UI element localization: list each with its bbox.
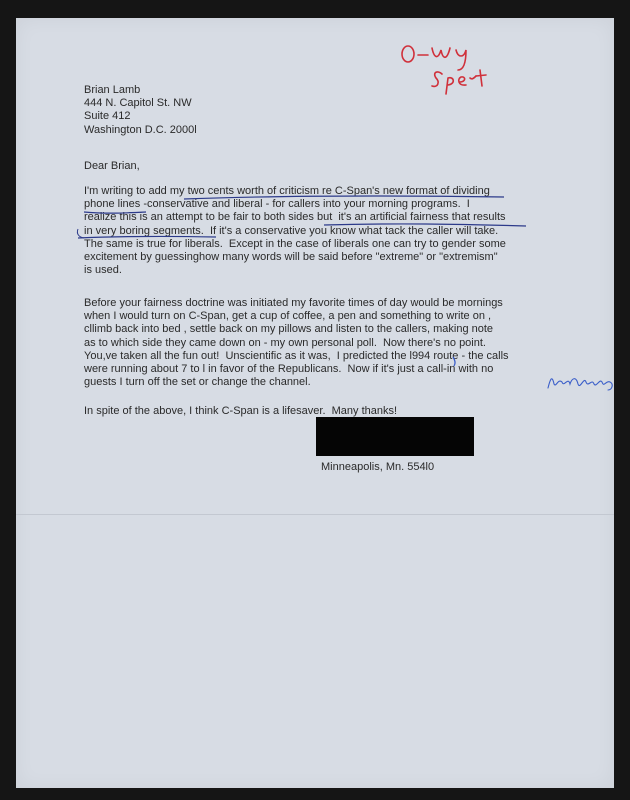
recipient-city: Washington D.C. 2000l — [84, 123, 197, 136]
signature-city: Minneapolis, Mn. 554l0 — [321, 461, 435, 473]
blue-handwritten-note — [544, 370, 618, 392]
p2-line-6: were running about 7 to l in favor of the Republicans. Now if it's just a call-in with no — [84, 363, 494, 376]
p2-line-2: when I would turn on C-Span, get a cup of coffee, a pen and something to write on , — [84, 310, 492, 323]
p1-line-1: I'm writing to add my two cents worth of criticism re C-Span's new format of dividing — [84, 185, 490, 197]
p2-line-3: cllimb back into bed , settle back on my pillows and listen to the callers, making note — [84, 323, 494, 336]
p2-line-4: as to which side they came down on - my own personal poll. Now there's no point. — [84, 336, 486, 349]
paragraph-1 — [84, 185, 506, 277]
recipient-suite: Suite 412 — [84, 110, 131, 123]
recipient-address — [84, 84, 197, 137]
paragraph-2 — [84, 297, 509, 389]
p1-line-4: in very boring segments. If it's a conservative you know what tack the caller will take. — [84, 224, 499, 237]
paper-fold-line — [16, 514, 614, 515]
recipient-street: 444 N. Capitol St. NW — [84, 97, 192, 110]
p2-line-1: Before your fairness doctrine was initiated my favorite times of day would be mornings — [84, 297, 503, 309]
p1-line-5: The same is true for liberals. Except in the case of liberals one can try to gender some — [84, 237, 506, 250]
p2-line-5: You,ve taken all the fun out! Unscientific as it was, I predicted the l994 route - the calls — [84, 349, 509, 362]
red-handwritten-note — [394, 40, 504, 100]
p3-line-1: In spite of the above, I think C-Span is a lifesaver. Many thanks! — [84, 405, 398, 417]
letter-page — [16, 18, 614, 788]
p1-line-6: excitement by guessinghow many words will be said before "extreme" or "extremism" — [84, 251, 498, 264]
p1-line-2: phone lines -conservative and liberal - for callers into your morning programs. I — [84, 198, 470, 211]
p1-line-3: realize this is an attempt to be fair to both sides but it's an artificial fairness that results — [84, 211, 506, 224]
greeting: Dear Brian, — [84, 160, 140, 172]
p1-line-7: is used. — [84, 264, 122, 277]
recipient-name: Brian Lamb — [84, 84, 141, 96]
p2-line-7: guests I turn off the set or change the channel. — [84, 376, 311, 389]
redacted-signature-block — [316, 417, 474, 456]
